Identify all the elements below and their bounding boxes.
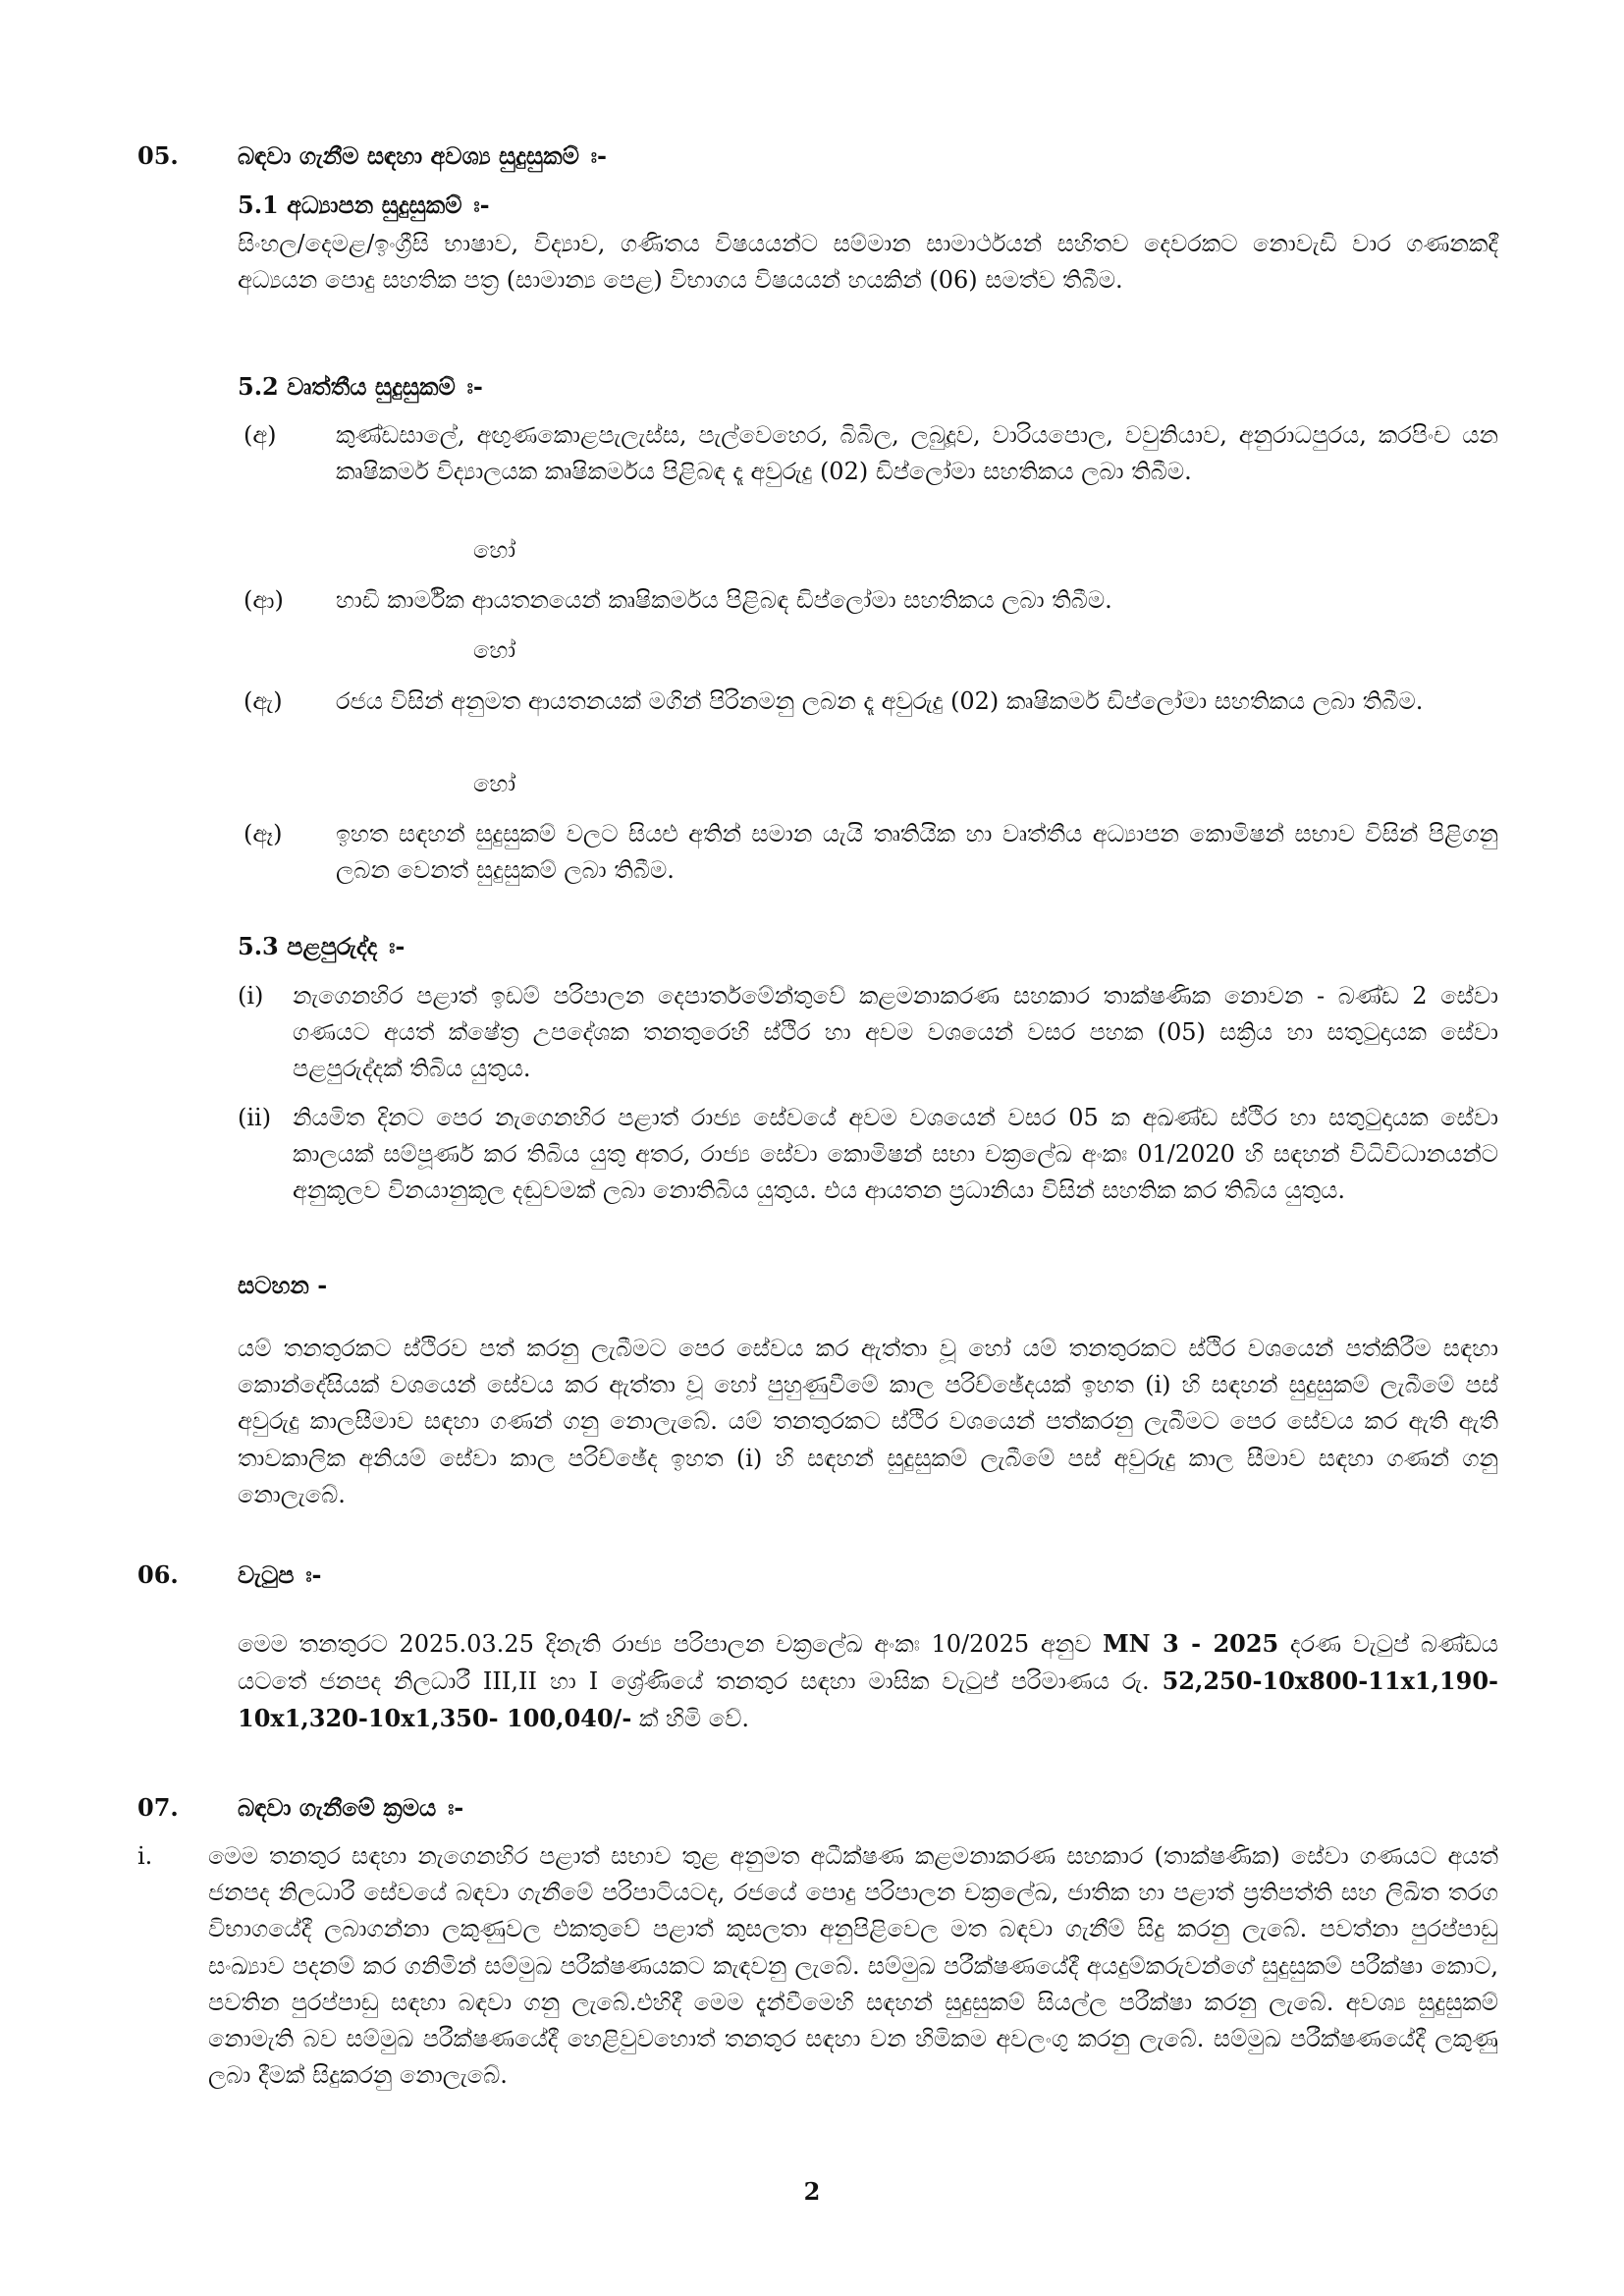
- section-06-title: වැටුප ඃ-: [238, 1560, 322, 1589]
- list-item-label: (ආ): [244, 586, 284, 614]
- page-number: 2: [803, 2177, 821, 2206]
- list-item-label: (ඇ): [244, 687, 283, 715]
- list-item-text: ඉහත සඳහන් සුදුසුකම් වලට සියළු අතින් සමාන යැයි තෘතියික හා වෘත්තීය අධ්‍යාපන කොමිෂන් සභාව විසින් පිළිගනු ලබන වෙනත් සුදුසුකම් ලබා තිබීම.: [336, 820, 1498, 885]
- salary-scale: 52,250-10x800-11x1,190-10x1,320-10x1,350- 100,040/-: [238, 1667, 1498, 1733]
- or-separator: හෝ: [473, 770, 516, 797]
- salary-code: MN 3 - 2025: [1103, 1629, 1279, 1658]
- section-07-number: 07.: [137, 1793, 179, 1822]
- salary-text-intro: මෙම තනතුරට 2025.03.25 දිනැති රාජ්‍ය පරිපාලන චක්‍රලේඛ අංකඃ 10/2025 අනුව: [238, 1630, 1104, 1658]
- list-item-label: i.: [137, 1842, 153, 1870]
- list-item-text: හාඩි කාර්මික ආයතනයෙන් කෘෂිකර්මය පිළිබඳ ඩිප්ලෝමා සහතිකය ලබා තිබීම.: [336, 586, 1112, 614]
- salary-text-end: ක් හිමි වේ.: [631, 1705, 750, 1733]
- note-text: යම් තනතුරකට ස්ථිරව පත් කරනු ලැබීමට පෙර සේවය කර ඇත්තා වූ හෝ යම් තනතුරකට ස්ථිර වශයෙන් පත්කිරීම සඳහා කොන්දේසියක් වශයෙන් සේවය කර ඇත්තා වූ හෝ පුහුණුවීමේ කාල පරිච්ඡේදයක් ඉහත (i) හි සඳහන් සුදුසුකම් ලැබීමේ පස් අවුරුදු කාලසීමාව සඳහා ගණන් ගනු නොලැබේ. යම් තනතුරකට ස්ථිර වශයෙන් පත්කරනු ලැබීමට පෙර සේවය කර ඇති ඇති තාවකාලික අනියම් සේවා කාල පරිච්ඡේද ඉහත (i) හි සඳහන් සුදුසුකම් ලැබීමේ පස් අවුරුදු කාල සීමාව සඳහා ගණන් ගනු නොලැබේ.: [238, 1335, 1498, 1508]
- list-item-label: (ii): [238, 1104, 272, 1131]
- section-05-number: 05.: [137, 141, 179, 170]
- section-07-title: බඳවා ගැනීමේ ක්‍රමය ඃ-: [238, 1793, 464, 1822]
- section-5-2-title: 5.2 වෘත්තීය සුදුසුකම් ඃ-: [238, 372, 483, 401]
- section-06-number: 06.: [137, 1560, 179, 1589]
- salary-paragraph: [238, 1625, 1498, 1738]
- list-item-text: කුණ්ඩසාලේ, අඟුණකොළපැලැස්ස, පැල්වෙහෙර, බිබිල, ලබුදූව, වාරියපොල, වවුනියාව, අනුරාධපුරය, කරපිංච යන කෘෂිකර්ම විද්‍යාලයක කෘෂිකර්මය පිළිබඳ දෑ අවුරුදු (02) ඩිප්ලෝමා සහතිකය ලබා තිබීම.: [336, 421, 1498, 486]
- list-item-label: (i): [238, 982, 264, 1010]
- or-separator: හෝ: [473, 536, 516, 564]
- list-item-text: මෙම තනතුර සඳහා නැගෙනහිර පළාත් සභාව තුළ අනුමත අධීක්ෂණ කළමනාකරණ සහකාර (තාක්ෂණික) සේවා ගණයට අයත් ජනපද නිලධාරී සේවයේ බඳවා ගැනීමේ පරිපාටියටද, රජයේ පොදු පරිපාලන චක්‍රලේඛ, ජාතික හා පළාත් ප්‍රතිපත්ති සහ ලිඛිත තරග විභාගයේදී ලබාගන්නා ලකුණුවල එකතුවේ පළාත් කුසලතා අනුපිළිවෙල මත බඳවා ගැනීම් සිදු කරනු ලැබේ. පවත්නා පුරප්පාඩු සංඛ්‍යාව පදනම් කර ගනිමින් සම්මුඛ පරීක්ෂණයකට කැඳවනු ලැබේ. සම්මුඛ පරීක්ෂණයේදී අයදුම්කරුවන්ගේ සුදුසුකම් පරීක්ෂා කොට, පවතින පුරප්පාඩු සඳහා බඳවා ගනු ලැබේ.එහිදී මෙම දැන්වීමෙහි සඳහන් සුදුසුකම් සියල්ල පරීක්ෂා කරනු ලැබේ. අවශ්‍ය සුදුසුකම් නොමැති බව සම්මුඛ පරීක්ෂණයේදී හෙළිවුවහොත් තනතුර සඳහා වන හිමිකම අවලංගු කරනු ලැබේ. සම්මුඛ පරීක්ෂණයේදී ලකුණු ලබා දීමක් සිදුකරනු නොලැබේ.: [208, 1842, 1498, 2090]
- salary-text-middle: දරණ වැටුප් බණ්ඩය යටතේ ජනපද නිලධාරී III,II හා I ශ්‍රේණියේ තනතුර සඳහා මාසික වැටුප් පරිමාණය රු.: [238, 1630, 1498, 1696]
- note-title: සටහන -: [238, 1271, 328, 1299]
- list-item-text: නැගෙනහිර පළාත් ඉඩම් පරිපාලන දෙපාර්තමේන්තුවේ කළමනාකරණ සහකාර තාක්ෂණික නොවන - බණ්ඩ 2 සේවා ගණයට අයත් ක්ෂේත්‍ර උපදේශක තනතුරෙහි ස්ථිර හා අවම වශයෙන් වසර පහක (05) සක්‍රිය හා සතුටුදායක සේවා පළපුරුද්දක් තිබිය යුතුය.: [293, 982, 1498, 1083]
- section-5-1-title: 5.1 අධ්‍යාපන සුදුසුකම් ඃ-: [238, 191, 490, 219]
- list-item-label: (ඈ): [244, 820, 283, 847]
- list-item-label: (අ): [244, 421, 277, 449]
- section-05-title: බඳවා ගැනීම සඳහා අවශ්‍ය සුදුසුකම් ඃ-: [238, 141, 607, 170]
- list-item-text: රජය විසින් අනුමත ආයතනයක් මගින් පිරිනමනු ලබන දෑ අවුරුදු (02) කෘෂිකර්ම ඩිප්ලෝමා සහතිකය ලබා තිබීම.: [336, 687, 1424, 715]
- section-5-3-title: 5.3 පළපුරුද්ද ඃ-: [238, 932, 406, 960]
- section-5-1-text: සිංහල/දෙමළ/ඉංග්‍රීසි භාෂාව, විද්‍යාව, ගණිතය විෂයයන්ට සම්මාන සාමාර්ථයන් සහිතව දෙවරකට නොවැඩි වාර ගණනකදී අධ්‍යයන පොදු සහතික පත්‍ර (සාමාන්‍ය පෙළ) විභාගය විෂයයන් හයකින් (06) සමත්ව තිබීම.: [238, 230, 1498, 295]
- list-item-text: නියමිත දිනට පෙර නැගෙනහිර පළාත් රාජ්‍ය සේවයේ අවම වශයෙන් වසර 05 ක අඛණ්ඩ ස්ථිර හා සතුටුදායක සේවා කාලයක් සම්පූර්ණ කර තිබිය යුතු අතර, රාජ්‍ය සේවා කොමිෂන් සභා චක්‍රලේඛ අංකඃ 01/2020 හි සඳහන් විධිවිධානයන්ට අනුකූලව විනයානුකූල දඬුවමක් ලබා නොතිබිය යුතුය. එය ආයතන ප්‍රධානියා විසින් සහතික කර තිබිය යුතුය.: [293, 1104, 1498, 1205]
- or-separator: හෝ: [473, 636, 516, 664]
